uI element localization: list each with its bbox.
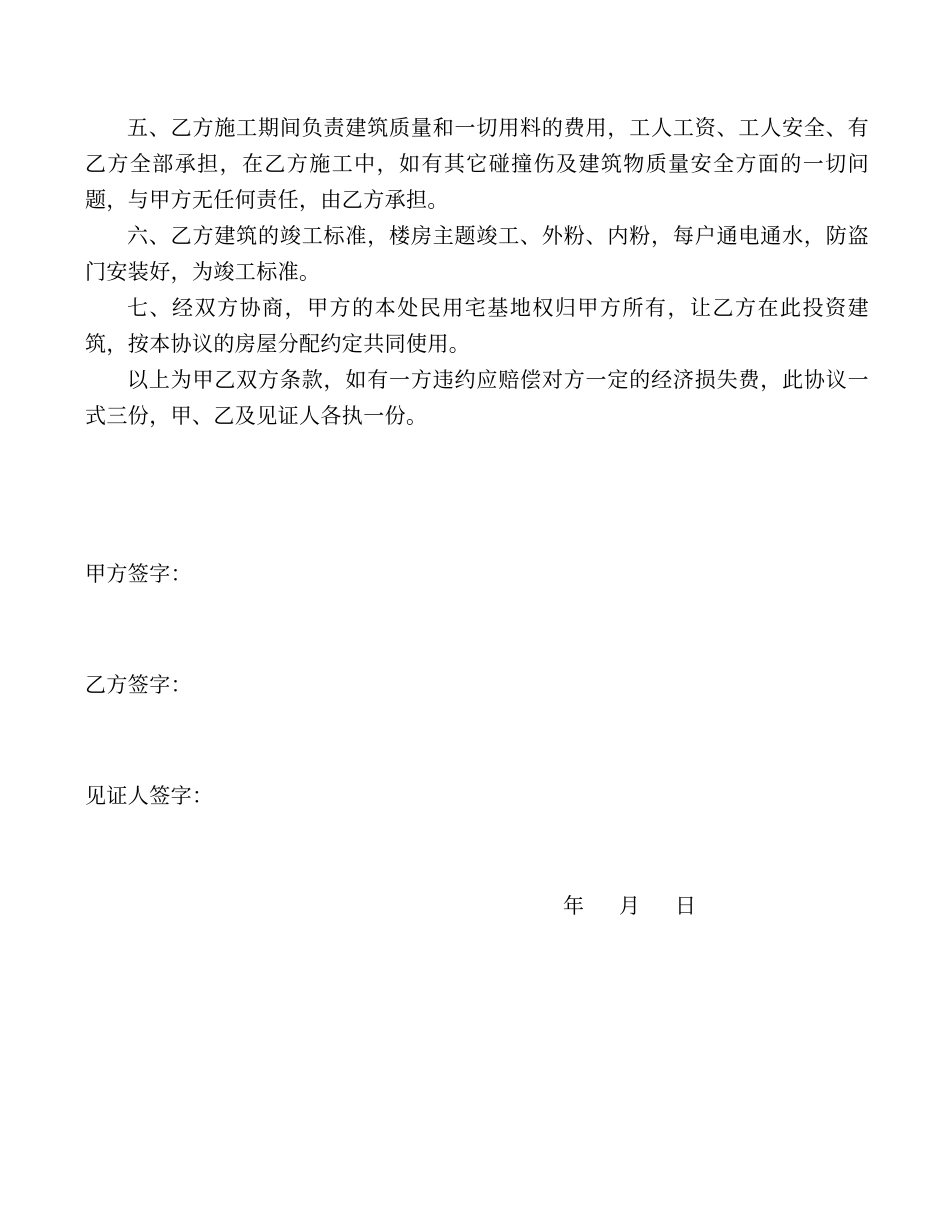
party-a-signature-label: 甲方签字： xyxy=(85,562,192,586)
clause-7: 七、经双方协商，甲方的本处民用宅基地权归甲方所有，让乙方在此投资建筑，按本协议的房屋分配约定共同使用。 xyxy=(85,296,869,356)
date-line xyxy=(563,888,731,924)
clause-5: 五、乙方施工期间负责建筑质量和一切用料的费用，工人工资、工人安全、有乙方全部承担，在乙方施工中，如有其它碰撞伤及建筑物质量安全方面的一切问题，与甲方无任何责任，由乙方承担。 xyxy=(85,116,869,212)
agreement-clauses xyxy=(85,110,869,434)
date-year-label: 年 xyxy=(563,894,584,918)
party-b-signature-label: 乙方签字： xyxy=(85,673,192,697)
closing-clause: 以上为甲乙双方条款，如有一方违约应赔偿对方一定的经济损失费，此协议一式三份，甲、乙及见证人各执一份。 xyxy=(85,368,869,428)
witness-signature-label: 见证人签字： xyxy=(85,784,214,808)
date-month-label: 月 xyxy=(619,894,640,918)
date-day-label: 日 xyxy=(675,894,696,918)
clause-6: 六、乙方建筑的竣工标准，楼房主题竣工、外粉、内粉，每户通电通水，防盗门安装好，为竣工标准。 xyxy=(85,224,869,284)
